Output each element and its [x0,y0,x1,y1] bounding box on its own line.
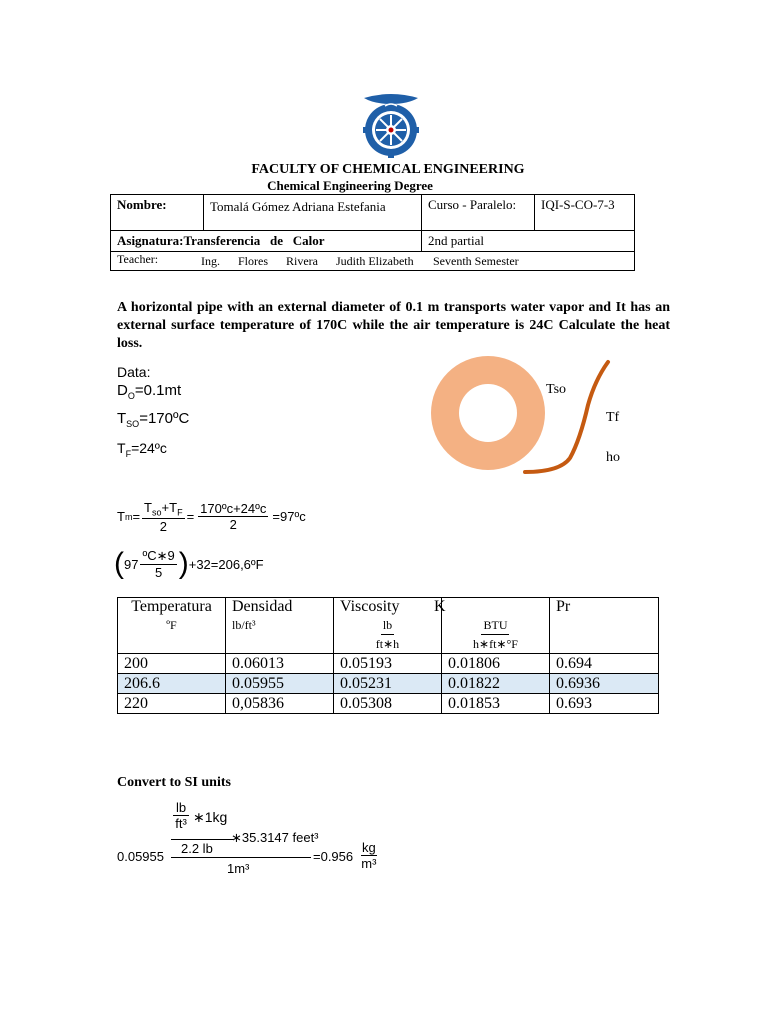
data-title: Data: [117,364,151,380]
table-row: 220 0,05836 0.05308 0.01853 0.693 [118,694,659,714]
header-k: K $\frac{\text{BTU}}{h∗ft∗^\circ F}$ [442,598,550,654]
student-info-table [110,194,635,271]
tso-label: Tso [546,382,567,397]
formula-tm: T m = $\frac{T_{so}+T_F}{2}$ = $\frac{\text{170ºc+24ºc}}{2}$ =97ºc [117,500,306,534]
ho-label: ho [606,450,620,465]
asignatura-value: Transferencia de Calor [183,233,325,248]
problem-statement: A horizontal pipe with an external diameter of 0.1 m transports water vapor and It has an external surface temperature of 170C while the air temperature is 24C Calculate the heat loss. [117,300,670,351]
header-densidad: Densidad lb/ft³ [226,598,334,654]
nombre-value: Tomalá Gómez Adriana Estefania [204,195,422,231]
table-row-highlighted: 206.6 0.05955 0.05231 0.01822 0.6936 [118,674,659,694]
partial-value: 2nd partial [422,231,635,252]
teacher-value: Ing. Flores Rivera Judith Elizabeth [201,254,414,268]
formula-fahrenheit: ( 97 $\frac{\text{ºC∗9}}{5}$ ) +32=206,6ºF [114,547,264,580]
nombre-label: Nombre: [111,195,204,231]
degree-title: Chemical Engineering Degree [267,178,433,193]
data-tso: $T_{SO}=170ºC$ [117,410,190,429]
header-pr: Pr [550,598,659,654]
properties-table [117,597,659,714]
header-viscosity: Viscosity $\frac{lb}{ft∗h}$ [334,598,442,654]
header-temperatura: Temperatura ºF [118,598,226,654]
curso-label: Curso - Paralelo: [422,195,535,231]
faculty-logo [360,92,422,158]
semester-value: Seventh Semester [433,254,519,268]
curso-value: IQI-S-CO-7-3 [535,195,635,231]
convert-title: Convert to SI units [117,775,231,790]
data-do: $D_O=0.1mt$ [117,382,182,401]
si-conversion-formula: lb ft³ ∗1kg 2.2 lb ∗35.3147 feet³ 0.05955 1m³ =0.956 kg m³ [117,800,377,876]
table-row: 200 0.06013 0.05193 0.01806 0.694 [118,654,659,674]
teacher-label: Teacher: [117,252,159,266]
tf-label: Tf [606,410,620,425]
data-tf: $T_F=24ºc$ [117,440,167,459]
asignatura-label: Asignatura: [117,233,184,248]
faculty-title: FACULTY OF CHEMICAL ENGINEERING [251,162,525,177]
pipe-inner [459,384,517,442]
